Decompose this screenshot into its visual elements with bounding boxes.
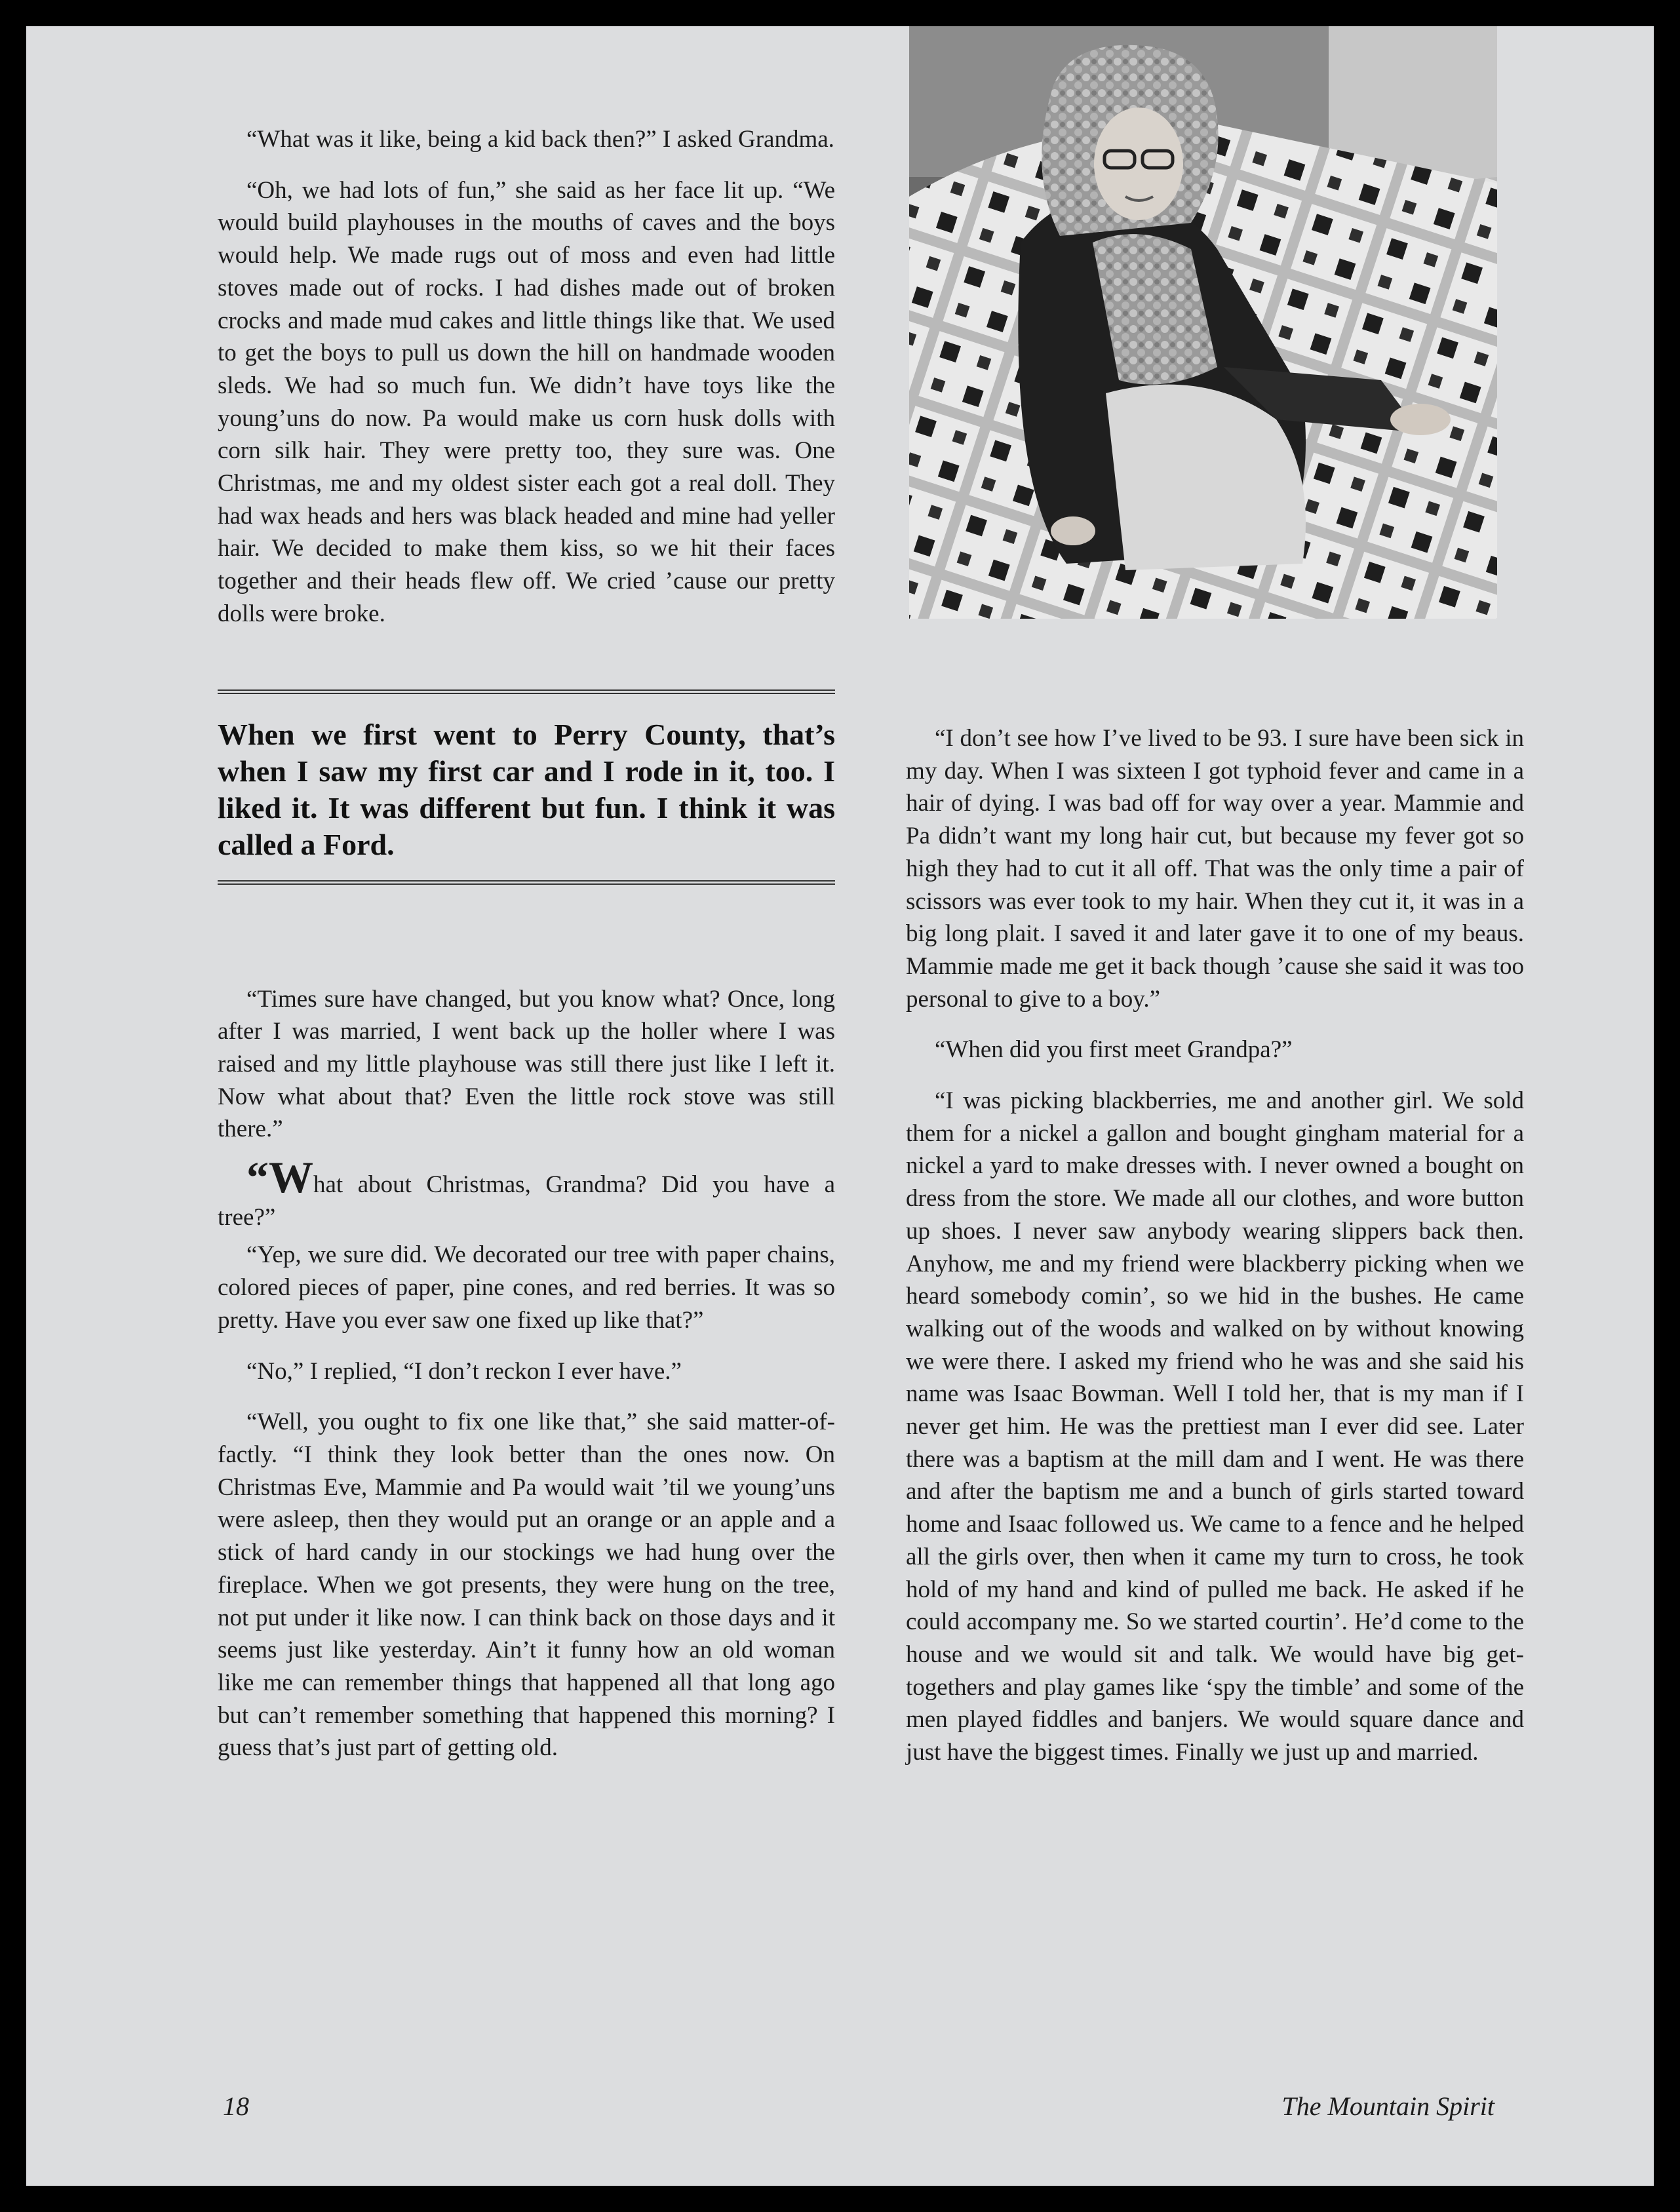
portrait-photo <box>909 26 1497 619</box>
pull-quote <box>218 689 835 885</box>
paragraph: “No,” I replied, “I don’t reckon I ever have.” <box>246 1357 682 1385</box>
elderly-woman-on-quilt-icon <box>909 26 1497 619</box>
dropcap-letter: W <box>269 1152 313 1203</box>
paragraph: “I was picking blackberries, me and another girl. We sold them for a nickel a gallon and bought gingham material for a nickel a yard to make dresses with. I never owned a bought on dress from the store. We made all our clothes, and wore button up shoes. I never saw anybody wearing slippers back then. Anyhow, me and my friend were blackberry picking when we heard somebody comin’, so we hid in the bushes. He came walking out of the woods and walked on by without knowing we were there. I asked my friend who he was and she said his name was Isaac Bowman. Well I told her, that is my man if I never get him. He was the prettiest man I ever did see. Later there was a baptism at the mill dam and I went. He was there and after the baptism me and a bunch of girls started toward home and Isaac followed us. We came to a fence and he helped all the girls over, then when it came my turn to cross, he took hold of my hand and kind of pulled me back. He asked if he could accompany me. So we started courtin’. He’d come to the house and we would sit and talk. We would have big get-togethers and play games like ‘spy the timble’ and some of the men played fiddles and banjers. We would square dance and just have the biggest times. Finally we just up and married. <box>906 1087 1524 1766</box>
paragraph: “I don’t see how I’ve lived to be 93. I sure have been sick in my day. When I was sixteen I got typhoid fever and came in a hair of dying. I was bad off for way over a year. Mammie and Pa didn’t want my long hair cut, but because my fever got so high they had to cut it all off. That was the only time a pair of scissors was ever took to my hair. When they cut it, it was in a big long plait. I saved it and later gave it to one of my beaus. Mammie made me get it back though ’cause she said it was too personal to give to a boy.” <box>906 725 1524 1013</box>
page-number: 18 <box>223 2091 249 2121</box>
paragraph: “Yep, we sure did. We decorated our tree with paper chains, colored pieces of paper, pine cones, and red berries. It was so pretty. Have you ever saw one fixed up like that?” <box>218 1241 835 1334</box>
right-column <box>906 722 1524 1787</box>
left-column <box>218 123 835 1783</box>
paragraph: “Oh, we had lots of fun,” she said as her face lit up. “We would build playhouses in the mouths of caves and the boys would help. We made rugs out of moss and even had little stoves made out of rocks. I had dishes made out of broken crocks and made mud cakes and little things like that. We used to get the boys to pull us down the hill on handmade wooden sleds. We had so much fun. We didn’t have toys like the young’uns do now. Pa would make us corn husk dolls with corn silk hair. They were pretty too, they sure was. One Christmas, me and my oldest sister each got a real doll. They had wax heads and hers was black headed and mine had yeller hair. We decided to make them kiss, so we hit their faces together and their heads flew off. We cried ’cause our pretty dolls were broke. <box>218 176 835 627</box>
dropcap-marks: “ <box>246 1152 269 1203</box>
magazine-page <box>26 26 1654 2186</box>
dropcap-paragraph <box>218 1152 835 1233</box>
paragraph: “What was it like, being a kid back then?” I asked Grandma. <box>246 126 834 153</box>
dropcap-rest: hat about Christmas, Grandma? Did you have a tree?” <box>218 1171 835 1231</box>
paragraph: “Times sure have changed, but you know what? Once, long after I was married, I went back up the holler where I was raised and my little playhouse was still there just like I left it. Now what about that? Even the little rock stove was still there.” <box>218 985 835 1143</box>
pull-quote-text: When we first went to Perry County, that’s when I saw my first car and I rode in it, too. I liked it. It was different but fun. I think it was called a Ford. <box>218 717 835 861</box>
paragraph: “When did you first meet Grandpa?” <box>935 1036 1293 1064</box>
publication-name: The Mountain Spirit <box>1281 2091 1494 2121</box>
paragraph: “Well, you ought to fix one like that,” she said matter-of-factly. “I think they look better than the ones now. On Christmas Eve, Mammie and Pa would wait ’til we young’uns were asleep, then they would put an orange or an apple and a stick of hard candy in our stockings we had hung over the fireplace. When we got presents, they were hung on the tree, not put under it like now. I can think back on those days and it seems just like yesterday. Ain’t it funny how an old woman like me can remember things that happened all that long ago but can’t remember something that happened this morning? I guess that’s just part of getting old. <box>218 1408 835 1762</box>
